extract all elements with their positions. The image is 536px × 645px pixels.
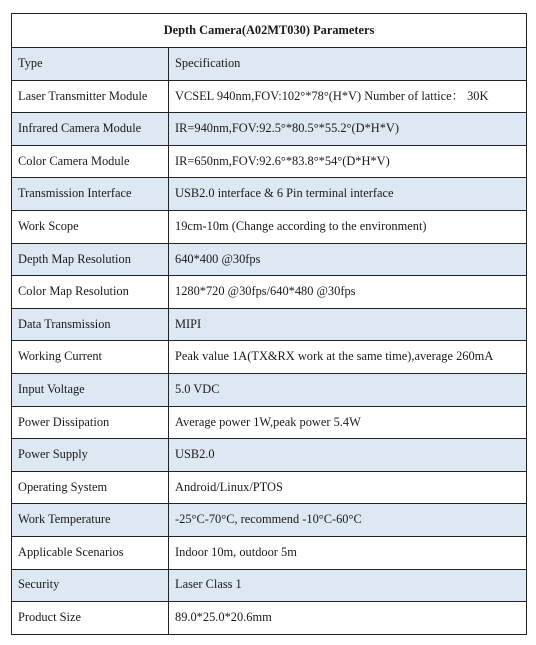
row-label: Color Camera Module (12, 145, 169, 178)
row-label: Color Map Resolution (12, 276, 169, 309)
row-label: Input Voltage (12, 373, 169, 406)
row-value: IR=650nm,FOV:92.6°*83.8°*54°(D*H*V) (169, 145, 527, 178)
table-row (12, 308, 527, 341)
row-label: Work Temperature (12, 504, 169, 537)
table-title: Depth Camera(A02MT030) Parameters (12, 14, 527, 48)
row-value: Laser Class 1 (169, 569, 527, 602)
table-row (12, 536, 527, 569)
row-label: Security (12, 569, 169, 602)
row-label: Product Size (12, 602, 169, 635)
table-row (12, 373, 527, 406)
parameters-table (11, 13, 527, 635)
row-value: Indoor 10m, outdoor 5m (169, 536, 527, 569)
row-value: Peak value 1A(TX&RX work at the same time),average 260mA (169, 341, 527, 374)
row-label: Type (12, 48, 169, 81)
table-row (12, 602, 527, 635)
row-label: Power Supply (12, 439, 169, 472)
table-row (12, 504, 527, 537)
table-row (12, 178, 527, 211)
table-row (12, 471, 527, 504)
table-row (12, 145, 527, 178)
row-value: -25°C-70°C, recommend -10°C-60°C (169, 504, 527, 537)
row-value: 640*400 @30fps (169, 243, 527, 276)
row-label: Operating System (12, 471, 169, 504)
row-label: Data Transmission (12, 308, 169, 341)
row-label: Laser Transmitter Module (12, 80, 169, 113)
table-row (12, 439, 527, 472)
row-label: Depth Map Resolution (12, 243, 169, 276)
table-row (12, 210, 527, 243)
table-row (12, 276, 527, 309)
row-value: Specification (169, 48, 527, 81)
row-value: USB2.0 interface & 6 Pin terminal interface (169, 178, 527, 211)
row-value: 1280*720 @30fps/640*480 @30fps (169, 276, 527, 309)
row-label: Applicable Scenarios (12, 536, 169, 569)
row-value: Average power 1W,peak power 5.4W (169, 406, 527, 439)
row-value: 89.0*25.0*20.6mm (169, 602, 527, 635)
table-row (12, 569, 527, 602)
table-row (12, 406, 527, 439)
table-row (12, 243, 527, 276)
table-body (12, 48, 527, 635)
table-row (12, 113, 527, 146)
row-label: Work Scope (12, 210, 169, 243)
table-row (12, 341, 527, 374)
row-label: Transmission Interface (12, 178, 169, 211)
row-value: 5.0 VDC (169, 373, 527, 406)
row-value: USB2.0 (169, 439, 527, 472)
table-row (12, 48, 527, 81)
row-label: Infrared Camera Module (12, 113, 169, 146)
row-value: Android/Linux/PTOS (169, 471, 527, 504)
row-value: IR=940nm,FOV:92.5°*80.5°*55.2°(D*H*V) (169, 113, 527, 146)
row-label: Working Current (12, 341, 169, 374)
table-row (12, 80, 527, 113)
row-label: Power Dissipation (12, 406, 169, 439)
row-value: 19cm-10m (Change according to the environment) (169, 210, 527, 243)
table-title-row (12, 14, 527, 48)
row-value: VCSEL 940nm,FOV:102°*78°(H*V) Number of lattice： 30K (169, 80, 527, 113)
row-value: MIPI (169, 308, 527, 341)
